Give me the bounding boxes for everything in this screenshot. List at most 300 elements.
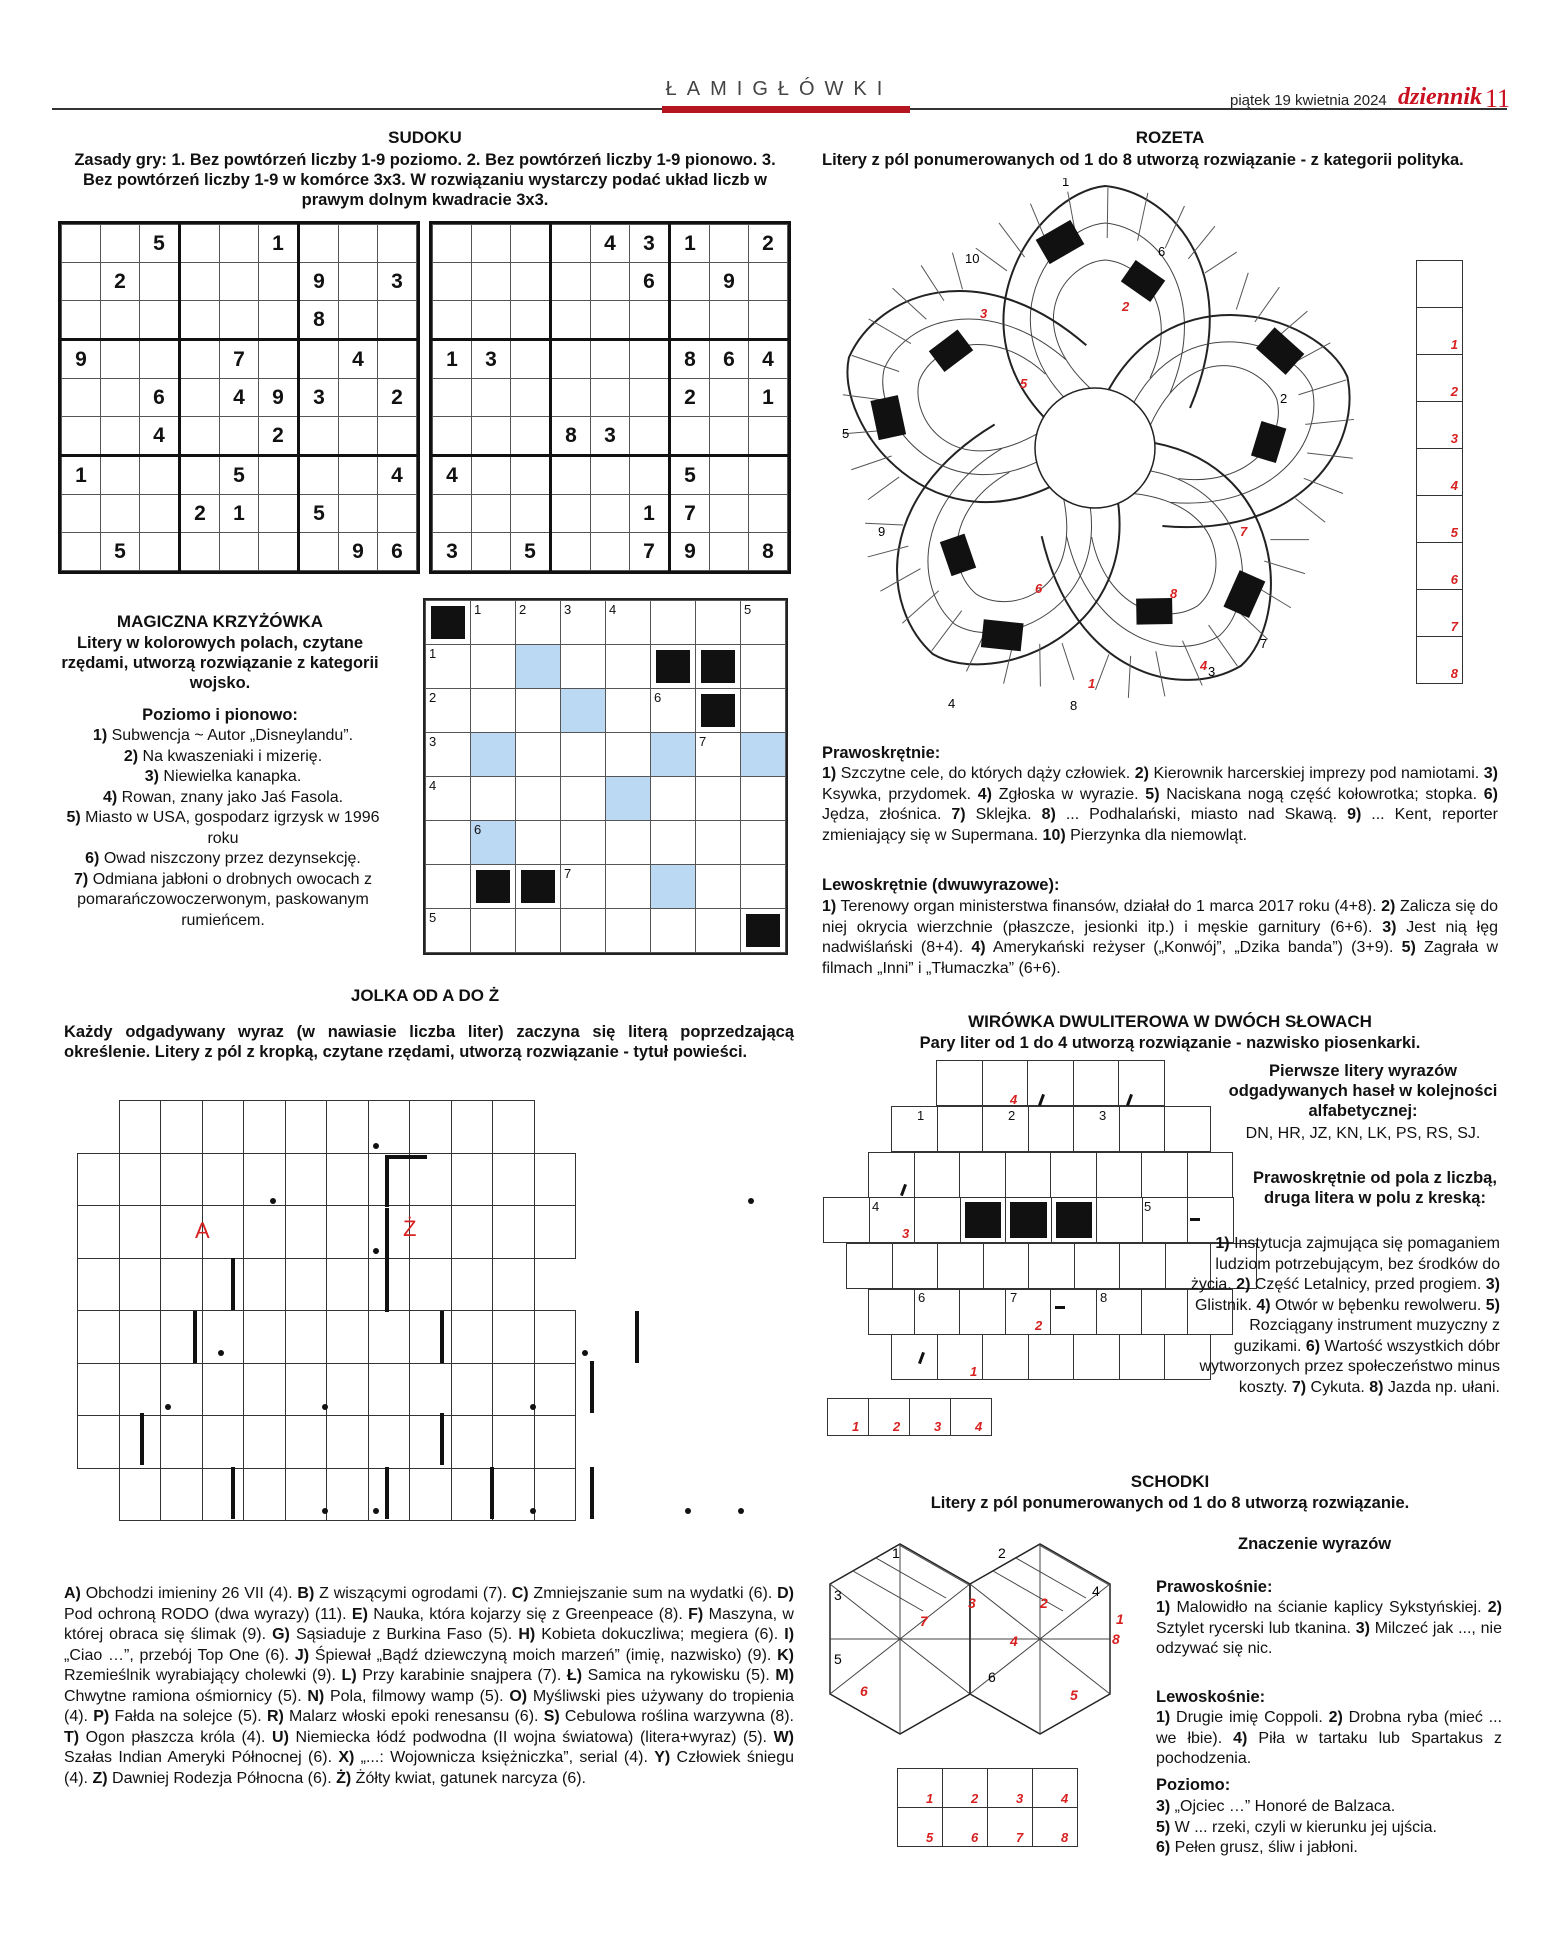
grid-cell[interactable] [606, 733, 651, 777]
jolka-cell[interactable] [492, 1100, 535, 1154]
grid-cell[interactable] [606, 601, 651, 645]
grid-cell[interactable] [651, 821, 696, 865]
sudoku-cell[interactable] [630, 379, 670, 417]
sudoku-cell[interactable] [630, 456, 670, 495]
wirowka-cell[interactable] [1073, 1060, 1120, 1106]
wirowka-cell[interactable] [1141, 1152, 1188, 1198]
jolka-cell[interactable] [119, 1205, 162, 1259]
highlighted-cell[interactable] [651, 733, 696, 777]
sudoku-cell[interactable] [378, 340, 417, 379]
sudoku-cell[interactable]: 3 [472, 340, 511, 379]
grid-cell[interactable] [561, 909, 606, 953]
solution-cell[interactable] [1416, 448, 1463, 496]
jolka-cell[interactable] [368, 1310, 411, 1364]
sudoku-cell[interactable]: 5 [101, 533, 140, 571]
jolka-cell[interactable] [285, 1100, 328, 1154]
sudoku-cell[interactable]: 4 [433, 456, 472, 495]
jolka-cell[interactable] [409, 1258, 452, 1312]
wirowka-cell[interactable] [914, 1197, 961, 1243]
jolka-cell[interactable] [119, 1310, 162, 1364]
grid-cell[interactable] [606, 865, 651, 909]
wirowka-cell[interactable] [868, 1289, 915, 1335]
jolka-cell[interactable] [534, 1153, 577, 1207]
jolka-cell[interactable] [77, 1363, 120, 1417]
sudoku-cell[interactable] [62, 263, 101, 301]
sudoku-cell[interactable]: 8 [299, 301, 339, 340]
wirowka-cell[interactable] [1118, 1060, 1165, 1106]
sudoku-cell[interactable] [62, 301, 101, 340]
wirowka-cell[interactable] [1050, 1289, 1097, 1335]
sudoku-cell[interactable] [710, 301, 749, 340]
sudoku-cell[interactable] [101, 456, 140, 495]
highlighted-cell[interactable] [471, 733, 516, 777]
sudoku-cell[interactable] [551, 495, 591, 533]
sudoku-cell[interactable] [710, 533, 749, 571]
grid-cell[interactable] [741, 777, 786, 821]
grid-cell[interactable] [426, 909, 471, 953]
grid-cell[interactable] [426, 821, 471, 865]
jolka-cell[interactable] [202, 1258, 245, 1312]
grid-cell[interactable] [741, 601, 786, 645]
sudoku-cell[interactable]: 1 [433, 340, 472, 379]
wirowka-cell[interactable] [1119, 1106, 1166, 1152]
sudoku-cell[interactable] [710, 225, 749, 263]
jolka-cell[interactable] [285, 1415, 328, 1469]
jolka-cell[interactable] [243, 1415, 286, 1469]
grid-cell[interactable] [606, 909, 651, 953]
jolka-cell[interactable] [409, 1100, 452, 1154]
jolka-cell[interactable] [492, 1363, 535, 1417]
wirowka-cell[interactable] [1050, 1152, 1097, 1198]
sudoku-cell[interactable] [511, 379, 551, 417]
grid-cell[interactable] [561, 777, 606, 821]
sudoku-cell[interactable] [551, 301, 591, 340]
solution-cell[interactable] [988, 1808, 1033, 1847]
sudoku-cell[interactable] [591, 495, 630, 533]
jolka-cell[interactable] [202, 1310, 245, 1364]
sudoku-cell[interactable]: 6 [140, 379, 180, 417]
sudoku-cell[interactable]: 3 [591, 417, 630, 456]
grid-cell[interactable] [561, 733, 606, 777]
solution-cell[interactable] [1416, 636, 1463, 684]
jolka-cell[interactable] [285, 1363, 328, 1417]
sudoku-cell[interactable] [339, 379, 378, 417]
jolka-cell[interactable] [119, 1468, 162, 1522]
jolka-cell[interactable] [326, 1310, 369, 1364]
wirowka-cell[interactable] [959, 1152, 1006, 1198]
sudoku-cell[interactable]: 9 [670, 533, 710, 571]
sudoku-cell[interactable]: 2 [670, 379, 710, 417]
sudoku-cell[interactable]: 3 [299, 379, 339, 417]
sudoku-cell[interactable] [591, 379, 630, 417]
grid-cell[interactable] [741, 821, 786, 865]
sudoku-cell[interactable] [299, 225, 339, 263]
wirowka-cell[interactable] [846, 1243, 893, 1289]
jolka-cell[interactable] [202, 1468, 245, 1522]
sudoku-cell[interactable] [749, 456, 788, 495]
sudoku-cell[interactable] [511, 495, 551, 533]
sudoku-cell[interactable]: 1 [670, 225, 710, 263]
sudoku-cell[interactable] [591, 533, 630, 571]
sudoku-cell[interactable] [339, 301, 378, 340]
sudoku-cell[interactable] [630, 301, 670, 340]
sudoku-cell[interactable] [591, 340, 630, 379]
grid-cell[interactable] [606, 821, 651, 865]
solution-cell[interactable] [898, 1808, 943, 1847]
wirowka-cell[interactable] [1096, 1197, 1143, 1243]
solution-cell[interactable] [1033, 1808, 1078, 1847]
sudoku-cell[interactable] [472, 301, 511, 340]
jolka-cell[interactable] [160, 1153, 203, 1207]
sudoku-cell[interactable]: 1 [630, 495, 670, 533]
jolka-cell[interactable] [534, 1205, 577, 1259]
sudoku-cell[interactable] [670, 417, 710, 456]
jolka-cell[interactable] [451, 1415, 494, 1469]
sudoku-cell[interactable] [630, 417, 670, 456]
sudoku-cell[interactable] [180, 263, 220, 301]
jolka-cell[interactable] [119, 1363, 162, 1417]
sudoku-cell[interactable] [180, 340, 220, 379]
sudoku-cell[interactable] [180, 379, 220, 417]
grid-cell[interactable] [426, 777, 471, 821]
sudoku-cell[interactable] [101, 340, 140, 379]
highlighted-cell[interactable] [516, 645, 561, 689]
wirowka-cell[interactable] [936, 1060, 983, 1106]
jolka-cell[interactable] [77, 1310, 120, 1364]
jolka-cell[interactable] [409, 1310, 452, 1364]
sudoku-cell[interactable]: 9 [299, 263, 339, 301]
jolka-cell[interactable] [119, 1258, 162, 1312]
grid-cell[interactable] [516, 777, 561, 821]
sudoku-cell[interactable] [339, 263, 378, 301]
solution-cell[interactable] [1033, 1769, 1078, 1808]
grid-cell[interactable] [651, 689, 696, 733]
solution-cell[interactable] [898, 1769, 943, 1808]
sudoku-cell[interactable] [378, 225, 417, 263]
jolka-cell[interactable] [160, 1468, 203, 1522]
sudoku-cell[interactable]: 9 [710, 263, 749, 301]
jolka-cell[interactable] [409, 1153, 452, 1207]
grid-cell[interactable] [426, 689, 471, 733]
jolka-cell[interactable] [492, 1258, 535, 1312]
sudoku-cell[interactable] [259, 495, 299, 533]
sudoku-cell[interactable] [180, 533, 220, 571]
solution-cell[interactable] [910, 1399, 951, 1436]
jolka-cell[interactable] [243, 1100, 286, 1154]
grid-cell[interactable] [561, 645, 606, 689]
solution-cell[interactable] [828, 1399, 869, 1436]
jolka-cell[interactable] [451, 1363, 494, 1417]
sudoku-cell[interactable] [180, 301, 220, 340]
sudoku-cell[interactable] [180, 417, 220, 456]
sudoku-cell[interactable] [551, 340, 591, 379]
grid-cell[interactable] [516, 821, 561, 865]
sudoku-cell[interactable] [339, 417, 378, 456]
jolka-cell[interactable] [451, 1258, 494, 1312]
grid-cell[interactable] [561, 601, 606, 645]
sudoku-cell[interactable] [749, 263, 788, 301]
sudoku-cell[interactable]: 2 [749, 225, 788, 263]
sudoku-cell[interactable] [220, 263, 259, 301]
grid-cell[interactable] [471, 601, 516, 645]
sudoku-cell[interactable] [259, 340, 299, 379]
grid-cell[interactable] [471, 645, 516, 689]
sudoku-cell[interactable] [140, 456, 180, 495]
jolka-cell[interactable] [77, 1153, 120, 1207]
jolka-cell[interactable] [534, 1363, 577, 1417]
jolka-cell[interactable] [326, 1258, 369, 1312]
sudoku-cell[interactable] [299, 417, 339, 456]
sudoku-cell[interactable] [591, 301, 630, 340]
sudoku-cell[interactable] [299, 340, 339, 379]
sudoku-cell[interactable]: 6 [710, 340, 749, 379]
jolka-cell[interactable] [243, 1310, 286, 1364]
jolka-cell[interactable] [451, 1100, 494, 1154]
grid-cell[interactable] [471, 777, 516, 821]
jolka-cell[interactable] [326, 1205, 369, 1259]
sudoku-cell[interactable]: 4 [591, 225, 630, 263]
sudoku-cell[interactable]: 6 [630, 263, 670, 301]
sudoku-cell[interactable] [710, 379, 749, 417]
wirowka-cell[interactable] [1096, 1152, 1143, 1198]
highlighted-cell[interactable] [651, 865, 696, 909]
grid-cell[interactable] [606, 645, 651, 689]
solution-cell[interactable] [1416, 354, 1463, 402]
sudoku-cell[interactable] [433, 225, 472, 263]
sudoku-cell[interactable]: 4 [140, 417, 180, 456]
jolka-cell[interactable] [368, 1363, 411, 1417]
jolka-cell[interactable] [243, 1258, 286, 1312]
sudoku-cell[interactable] [511, 417, 551, 456]
sudoku-cell[interactable] [378, 301, 417, 340]
sudoku-cell[interactable] [62, 225, 101, 263]
sudoku-cell[interactable] [299, 456, 339, 495]
sudoku-cell[interactable] [339, 225, 378, 263]
wirowka-cell[interactable] [1028, 1243, 1075, 1289]
grid-cell[interactable] [561, 821, 606, 865]
jolka-cell[interactable] [492, 1153, 535, 1207]
grid-cell[interactable] [606, 689, 651, 733]
sudoku-cell[interactable] [472, 225, 511, 263]
grid-cell[interactable] [426, 645, 471, 689]
sudoku-cell[interactable]: 1 [220, 495, 259, 533]
wirowka-cell[interactable] [892, 1243, 939, 1289]
sudoku-cell[interactable] [140, 263, 180, 301]
sudoku-cell[interactable] [140, 495, 180, 533]
wirowka-cell[interactable] [1028, 1334, 1075, 1380]
sudoku-cell[interactable] [433, 301, 472, 340]
sudoku-cell[interactable] [710, 456, 749, 495]
jolka-cell[interactable] [492, 1415, 535, 1469]
sudoku-cell[interactable] [670, 301, 710, 340]
jolka-cell[interactable] [77, 1258, 120, 1312]
solution-cell[interactable] [988, 1769, 1033, 1808]
grid-cell[interactable] [741, 689, 786, 733]
highlighted-cell[interactable] [561, 689, 606, 733]
sudoku-cell[interactable] [259, 301, 299, 340]
sudoku-cell[interactable] [339, 495, 378, 533]
jolka-cell[interactable] [77, 1205, 120, 1259]
jolka-cell[interactable] [243, 1468, 286, 1522]
jolka-cell[interactable] [285, 1258, 328, 1312]
sudoku-cell[interactable] [511, 225, 551, 263]
sudoku-cell[interactable]: 5 [140, 225, 180, 263]
jolka-cell[interactable] [202, 1415, 245, 1469]
highlighted-cell[interactable] [741, 733, 786, 777]
sudoku-cell[interactable] [62, 533, 101, 571]
wirowka-cell[interactable] [1187, 1152, 1234, 1198]
grid-cell[interactable] [561, 865, 606, 909]
wirowka-cell[interactable] [868, 1152, 915, 1198]
jolka-cell[interactable] [160, 1415, 203, 1469]
jolka-cell[interactable] [285, 1310, 328, 1364]
sudoku-cell[interactable] [551, 263, 591, 301]
wirowka-cell[interactable] [982, 1334, 1029, 1380]
jolka-cell[interactable] [492, 1205, 535, 1259]
wirowka-cell[interactable] [937, 1106, 984, 1152]
wirowka-cell[interactable] [937, 1243, 984, 1289]
jolka-cell[interactable] [243, 1153, 286, 1207]
grid-cell[interactable] [651, 909, 696, 953]
wirowka-cell[interactable] [1073, 1334, 1120, 1380]
grid-cell[interactable] [696, 733, 741, 777]
sudoku-cell[interactable] [101, 495, 140, 533]
sudoku-cell[interactable] [511, 263, 551, 301]
sudoku-cell[interactable] [511, 301, 551, 340]
sudoku-cell[interactable] [630, 340, 670, 379]
wirowka-cell[interactable] [982, 1060, 1029, 1106]
sudoku-cell[interactable]: 8 [670, 340, 710, 379]
jolka-cell[interactable] [451, 1205, 494, 1259]
sudoku-cell[interactable] [259, 456, 299, 495]
grid-cell[interactable] [696, 821, 741, 865]
sudoku-cell[interactable]: 2 [180, 495, 220, 533]
sudoku-cell[interactable] [180, 456, 220, 495]
grid-cell[interactable] [696, 865, 741, 909]
wirowka-cell[interactable] [891, 1106, 938, 1152]
jolka-cell[interactable] [409, 1468, 452, 1522]
grid-cell[interactable] [471, 909, 516, 953]
wirowka-cell[interactable] [1119, 1243, 1166, 1289]
sudoku-cell[interactable] [472, 456, 511, 495]
sudoku-cell[interactable] [511, 456, 551, 495]
wirowka-cell[interactable] [891, 1334, 938, 1380]
grid-cell[interactable] [426, 865, 471, 909]
sudoku-cell[interactable]: 3 [433, 533, 472, 571]
solution-cell[interactable] [1416, 401, 1463, 449]
jolka-cell[interactable] [119, 1100, 162, 1154]
sudoku-cell[interactable]: 4 [339, 340, 378, 379]
sudoku-cell[interactable] [749, 417, 788, 456]
grid-cell[interactable] [651, 777, 696, 821]
sudoku-cell[interactable]: 3 [630, 225, 670, 263]
sudoku-cell[interactable]: 8 [749, 533, 788, 571]
sudoku-cell[interactable]: 4 [749, 340, 788, 379]
wirowka-cell[interactable] [1074, 1243, 1121, 1289]
sudoku-cell[interactable] [378, 495, 417, 533]
sudoku-cell[interactable]: 7 [630, 533, 670, 571]
sudoku-cell[interactable] [378, 417, 417, 456]
jolka-cell[interactable] [160, 1100, 203, 1154]
sudoku-cell[interactable] [433, 417, 472, 456]
sudoku-cell[interactable] [710, 495, 749, 533]
jolka-cell[interactable] [326, 1153, 369, 1207]
sudoku-cell[interactable]: 1 [749, 379, 788, 417]
sudoku-cell[interactable] [339, 456, 378, 495]
sudoku-cell[interactable]: 9 [339, 533, 378, 571]
solution-cell[interactable] [943, 1769, 988, 1808]
jolka-cell[interactable] [368, 1415, 411, 1469]
sudoku-cell[interactable] [591, 263, 630, 301]
sudoku-cell[interactable]: 6 [378, 533, 417, 571]
sudoku-cell[interactable] [62, 379, 101, 417]
sudoku-cell[interactable] [101, 225, 140, 263]
jolka-cell[interactable] [534, 1310, 577, 1364]
sudoku-cell[interactable]: 5 [299, 495, 339, 533]
sudoku-cell[interactable] [299, 533, 339, 571]
sudoku-cell[interactable]: 1 [62, 456, 101, 495]
grid-cell[interactable] [471, 689, 516, 733]
solution-cell[interactable] [1416, 542, 1463, 590]
wirowka-cell[interactable] [823, 1197, 870, 1243]
sudoku-cell[interactable]: 5 [220, 456, 259, 495]
jolka-cell[interactable] [326, 1100, 369, 1154]
solution-cell[interactable] [1416, 495, 1463, 543]
sudoku-cell[interactable]: 1 [259, 225, 299, 263]
sudoku-cell[interactable] [551, 456, 591, 495]
sudoku-cell[interactable]: 9 [259, 379, 299, 417]
jolka-cell[interactable] [534, 1468, 577, 1522]
jolka-cell[interactable] [492, 1310, 535, 1364]
sudoku-cell[interactable] [710, 417, 749, 456]
jolka-cell[interactable] [451, 1468, 494, 1522]
sudoku-cell[interactable]: 2 [101, 263, 140, 301]
jolka-cell[interactable] [160, 1258, 203, 1312]
highlighted-cell[interactable] [606, 777, 651, 821]
sudoku-cell[interactable]: 4 [220, 379, 259, 417]
jolka-cell[interactable] [243, 1363, 286, 1417]
grid-cell[interactable] [516, 733, 561, 777]
wirowka-cell[interactable] [983, 1243, 1030, 1289]
wirowka-cell[interactable] [1119, 1334, 1166, 1380]
jolka-cell[interactable] [409, 1415, 452, 1469]
wirowka-cell[interactable] [1164, 1106, 1211, 1152]
solution-cell[interactable] [1416, 589, 1463, 637]
grid-cell[interactable] [696, 777, 741, 821]
sudoku-cell[interactable]: 3 [378, 263, 417, 301]
sudoku-cell[interactable] [433, 495, 472, 533]
sudoku-cell[interactable] [140, 301, 180, 340]
wirowka-cell[interactable] [1073, 1106, 1120, 1152]
jolka-cell[interactable] [326, 1468, 369, 1522]
sudoku-cell[interactable] [749, 301, 788, 340]
sudoku-cell[interactable] [180, 225, 220, 263]
sudoku-cell[interactable]: 5 [511, 533, 551, 571]
grid-cell[interactable] [516, 601, 561, 645]
sudoku-cell[interactable] [101, 417, 140, 456]
jolka-cell[interactable] [202, 1100, 245, 1154]
grid-cell[interactable] [426, 733, 471, 777]
solution-cell[interactable] [943, 1808, 988, 1847]
grid-cell[interactable] [741, 645, 786, 689]
grid-cell[interactable] [1416, 260, 1463, 308]
wirowka-cell[interactable] [1005, 1152, 1052, 1198]
jolka-cell[interactable] [202, 1363, 245, 1417]
highlighted-cell[interactable] [471, 821, 516, 865]
sudoku-cell[interactable]: 9 [62, 340, 101, 379]
grid-cell[interactable] [696, 909, 741, 953]
sudoku-cell[interactable] [62, 495, 101, 533]
